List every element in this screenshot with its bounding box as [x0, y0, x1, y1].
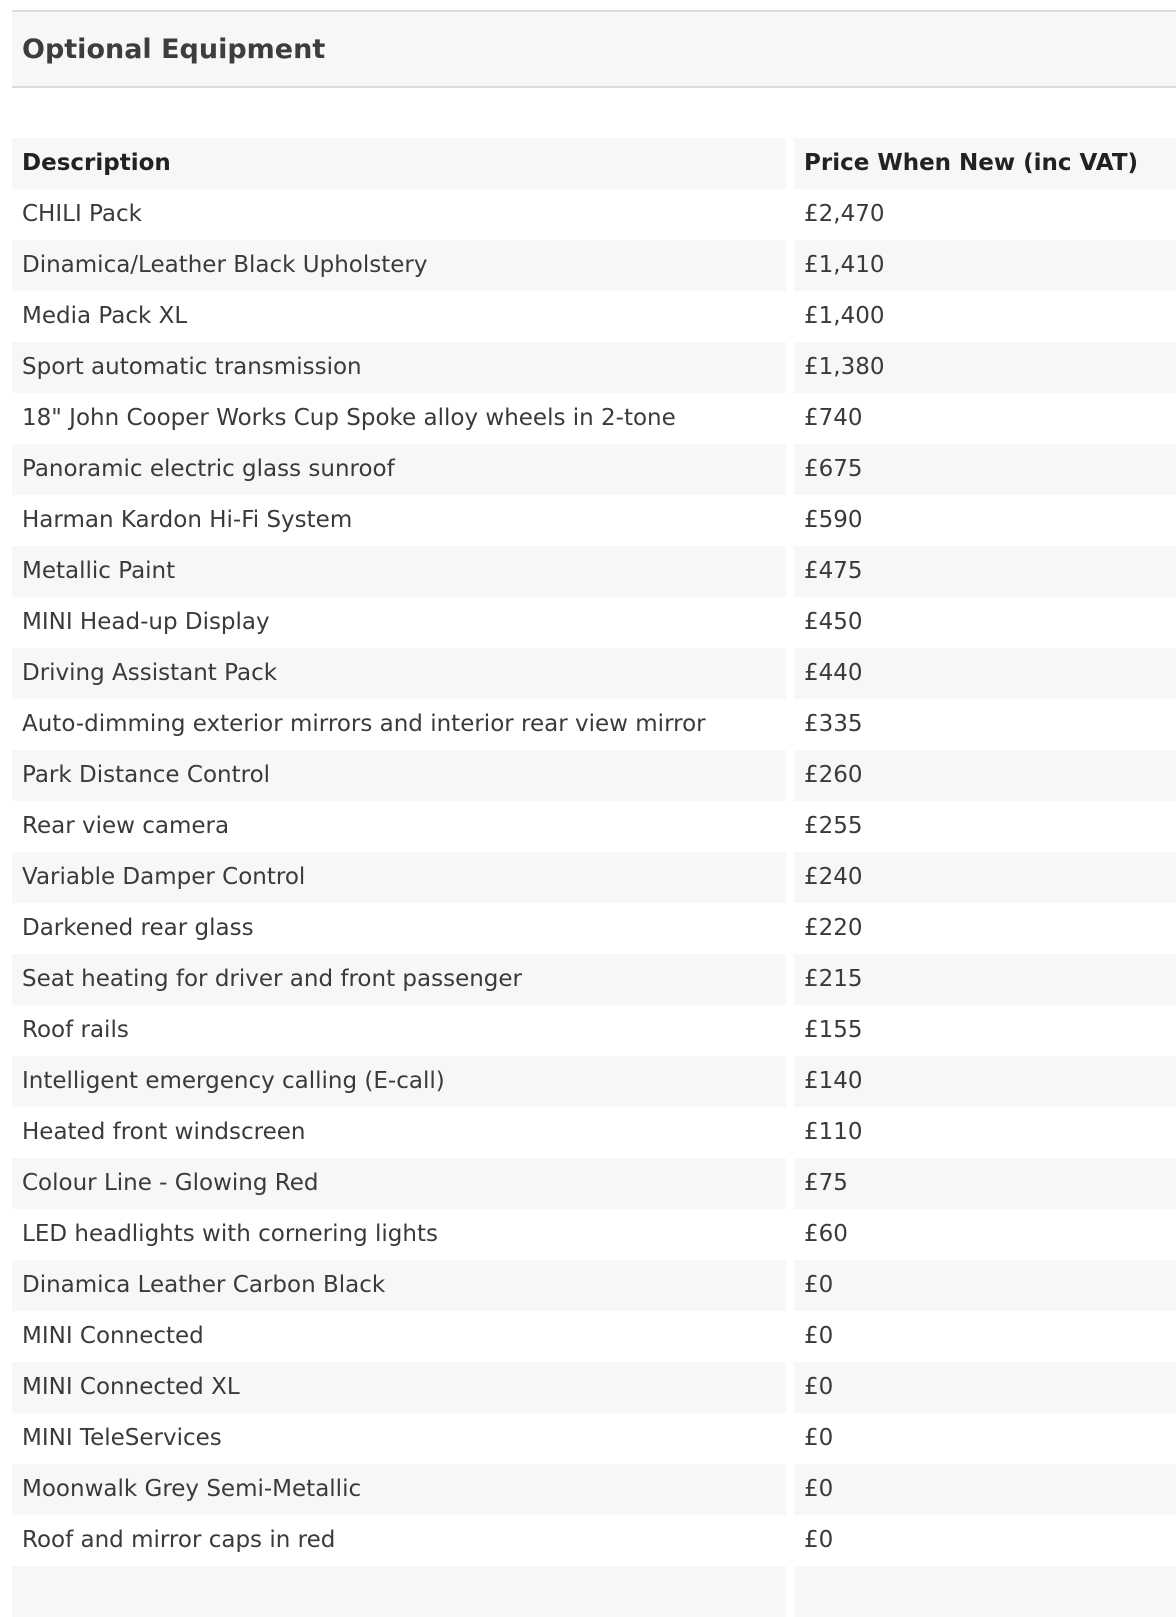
- equipment-price: £220: [794, 903, 1176, 954]
- equipment-price: £740: [794, 393, 1176, 444]
- equipment-price: £440: [794, 648, 1176, 699]
- equipment-price: £255: [794, 801, 1176, 852]
- equipment-description: Panoramic electric glass sunroof: [12, 444, 786, 495]
- column-gap: [786, 138, 794, 189]
- equipment-description: Intelligent emergency calling (E-call): [12, 1056, 786, 1107]
- section-title: Optional Equipment: [22, 34, 326, 65]
- column-gap: [786, 597, 794, 648]
- equipment-description: Auto-dimming exterior mirrors and interior rear view mirror: [12, 699, 786, 750]
- column-gap: [786, 954, 794, 1005]
- table-row: [12, 1056, 1176, 1107]
- column-gap: [786, 1056, 794, 1107]
- column-header-price: Price When New (inc VAT): [794, 138, 1176, 189]
- column-gap: [786, 1413, 794, 1464]
- equipment-description: Park Distance Control: [12, 750, 786, 801]
- column-gap: [786, 1362, 794, 1413]
- table-row: [12, 1464, 1176, 1515]
- equipment-price: [794, 1566, 1176, 1617]
- table-row: [12, 1413, 1176, 1464]
- equipment-description: MINI Head-up Display: [12, 597, 786, 648]
- equipment-price: £335: [794, 699, 1176, 750]
- equipment-description: Seat heating for driver and front passenger: [12, 954, 786, 1005]
- column-header-description: Description: [12, 138, 786, 189]
- column-gap: [786, 1464, 794, 1515]
- table-row: [12, 546, 1176, 597]
- equipment-description: Sport automatic transmission: [12, 342, 786, 393]
- equipment-description: MINI Connected: [12, 1311, 786, 1362]
- column-gap: [786, 342, 794, 393]
- equipment-price: £60: [794, 1209, 1176, 1260]
- equipment-price: £0: [794, 1260, 1176, 1311]
- table-row: [12, 342, 1176, 393]
- column-gap: [786, 495, 794, 546]
- equipment-description: 18" John Cooper Works Cup Spoke alloy wheels in 2-tone: [12, 393, 786, 444]
- equipment-price: £155: [794, 1005, 1176, 1056]
- table-row: [12, 1362, 1176, 1413]
- equipment-price: £140: [794, 1056, 1176, 1107]
- equipment-description: Heated front windscreen: [12, 1107, 786, 1158]
- column-gap: [786, 240, 794, 291]
- equipment-description: Dinamica Leather Carbon Black: [12, 1260, 786, 1311]
- table-row: [12, 1209, 1176, 1260]
- equipment-price: £590: [794, 495, 1176, 546]
- column-gap: [786, 1260, 794, 1311]
- equipment-price: £260: [794, 750, 1176, 801]
- optional-equipment-table: [12, 138, 1176, 1617]
- equipment-description: Dinamica/Leather Black Upholstery: [12, 240, 786, 291]
- column-gap: [786, 1311, 794, 1362]
- table-row: [12, 1260, 1176, 1311]
- equipment-price: £0: [794, 1362, 1176, 1413]
- table-row: [12, 1107, 1176, 1158]
- equipment-price: £215: [794, 954, 1176, 1005]
- table-row: [12, 801, 1176, 852]
- table-row: [12, 852, 1176, 903]
- table-row: [12, 1158, 1176, 1209]
- column-gap: [786, 852, 794, 903]
- equipment-price: £0: [794, 1464, 1176, 1515]
- column-gap: [786, 546, 794, 597]
- table-row: [12, 699, 1176, 750]
- equipment-description: Darkened rear glass: [12, 903, 786, 954]
- table-row: [12, 597, 1176, 648]
- table-row: [12, 291, 1176, 342]
- equipment-description: Rear view camera: [12, 801, 786, 852]
- column-gap: [786, 750, 794, 801]
- equipment-price: £450: [794, 597, 1176, 648]
- equipment-description: Moonwalk Grey Semi-Metallic: [12, 1464, 786, 1515]
- column-gap: [786, 444, 794, 495]
- column-gap: [786, 291, 794, 342]
- equipment-description: Metallic Paint: [12, 546, 786, 597]
- table-row: [12, 1005, 1176, 1056]
- equipment-price: £0: [794, 1311, 1176, 1362]
- table-row: [12, 444, 1176, 495]
- equipment-price: £1,380: [794, 342, 1176, 393]
- table-body: [12, 189, 1176, 1617]
- table-row: [12, 189, 1176, 240]
- column-gap: [786, 393, 794, 444]
- column-gap: [786, 1005, 794, 1056]
- column-gap: [786, 648, 794, 699]
- equipment-description: Roof and mirror caps in red: [12, 1515, 786, 1566]
- column-gap: [786, 189, 794, 240]
- table-header-row: [12, 138, 1176, 189]
- column-gap: [786, 903, 794, 954]
- equipment-price: £75: [794, 1158, 1176, 1209]
- equipment-description: Media Pack XL: [12, 291, 786, 342]
- equipment-price: £240: [794, 852, 1176, 903]
- equipment-description: Driving Assistant Pack: [12, 648, 786, 699]
- equipment-description: MINI TeleServices: [12, 1413, 786, 1464]
- column-gap: [786, 801, 794, 852]
- equipment-price: £110: [794, 1107, 1176, 1158]
- equipment-price: £1,400: [794, 291, 1176, 342]
- equipment-description: Colour Line - Glowing Red: [12, 1158, 786, 1209]
- equipment-price: £0: [794, 1413, 1176, 1464]
- table-row: [12, 495, 1176, 546]
- equipment-price: £2,470: [794, 189, 1176, 240]
- equipment-description: MINI Connected XL: [12, 1362, 786, 1413]
- table-row: [12, 240, 1176, 291]
- table-row: [12, 1311, 1176, 1362]
- equipment-description: [12, 1566, 786, 1617]
- column-gap: [786, 1515, 794, 1566]
- column-gap: [786, 1566, 794, 1617]
- equipment-description: CHILI Pack: [12, 189, 786, 240]
- equipment-description: Harman Kardon Hi-Fi System: [12, 495, 786, 546]
- equipment-description: Roof rails: [12, 1005, 786, 1056]
- equipment-description: Variable Damper Control: [12, 852, 786, 903]
- equipment-description: LED headlights with cornering lights: [12, 1209, 786, 1260]
- table-row: [12, 750, 1176, 801]
- column-gap: [786, 1107, 794, 1158]
- table-row: [12, 393, 1176, 444]
- column-gap: [786, 699, 794, 750]
- table-row: [12, 954, 1176, 1005]
- column-gap: [786, 1158, 794, 1209]
- section-header: [12, 10, 1176, 88]
- equipment-price: £475: [794, 546, 1176, 597]
- equipment-price: £1,410: [794, 240, 1176, 291]
- equipment-price: £675: [794, 444, 1176, 495]
- table-row: [12, 1566, 1176, 1617]
- table-row: [12, 1515, 1176, 1566]
- table-row: [12, 648, 1176, 699]
- column-gap: [786, 1209, 794, 1260]
- table-row: [12, 903, 1176, 954]
- equipment-price: £0: [794, 1515, 1176, 1566]
